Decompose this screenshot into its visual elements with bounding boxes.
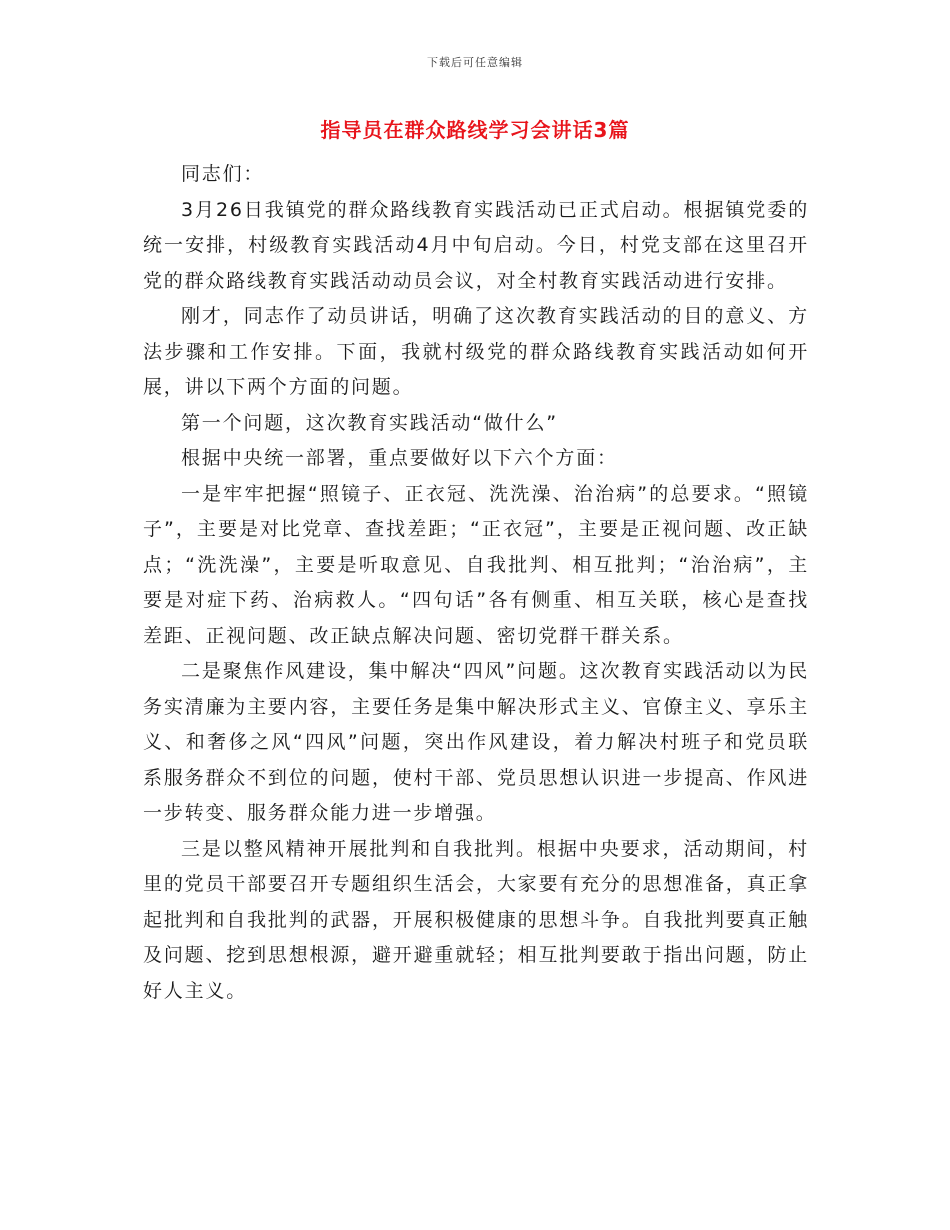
paragraph: 3月26日我镇党的群众路线教育实践活动已正式启动。根据镇党委的统一安排，村级教育实践活动4月中旬启动。今日，村党支部在这里召开党的群众路线教育实践活动动员会议，对全村教育实践活动进行安排。 <box>143 198 809 292</box>
paragraph: 二是聚焦作风建设，集中解决“四风”问题。这次教育实践活动以为民务实清廉为主要内容，主要任务是集中解决形式主义、官僚主义、享乐主义、和奢侈之风“四风”问题，突出作风建设，着力解决村班子和党员联系服务群众不到位的问题，使村干部、党员思想认识进一步提高、作风进一步转变、服务群众能力进一步增强。 <box>143 660 809 824</box>
section-heading: 第一个问题，这次教育实践活动“做什么” <box>181 411 558 434</box>
paragraph: 三是以整风精神开展批判和自我批判。根据中央要求，活动期间，村里的党员干部要召开专题组织生活会，大家要有充分的思想准备，真正拿起批判和自我批判的武器，开展积极健康的思想斗争。自我批判要真正触及问题、挖到思想根源，避开避重就轻；相互批判要敢于指出问题，防止好人主义。 <box>143 837 809 1002</box>
paragraph: 根据中央统一部署，重点要做好以下六个方面： <box>181 447 618 469</box>
paragraph: 一是牢牢把握“照镜子、正衣冠、洗洗澡、治治病”的总要求。“照镜子”，主要是对比党章、查找差距；“正衣冠”，主要是正视问题、改正缺点；“洗洗澡”，主要是听取意见、自我批判、相互批判；“治治病”，主要是对症下药、治病救人。“四句话”各有侧重、相互关联，核心是查找差距、正视问题、改正缺点解决问题、密切党群干群关系。 <box>143 482 809 647</box>
paragraph: 刚才，同志作了动员讲话，明确了这次教育实践活动的目的意义、方法步骤和工作安排。下面，我就村级党的群众路线教育实践活动如何开展，讲以下两个方面的问题。 <box>143 305 809 398</box>
document-body <box>143 157 809 1009</box>
document-title: 指导员在群众路线学习会讲话3篇 <box>320 118 630 142</box>
header-note: 下载后可任意编辑 <box>427 56 523 69</box>
paragraph-greeting: 同志们： <box>181 163 265 185</box>
